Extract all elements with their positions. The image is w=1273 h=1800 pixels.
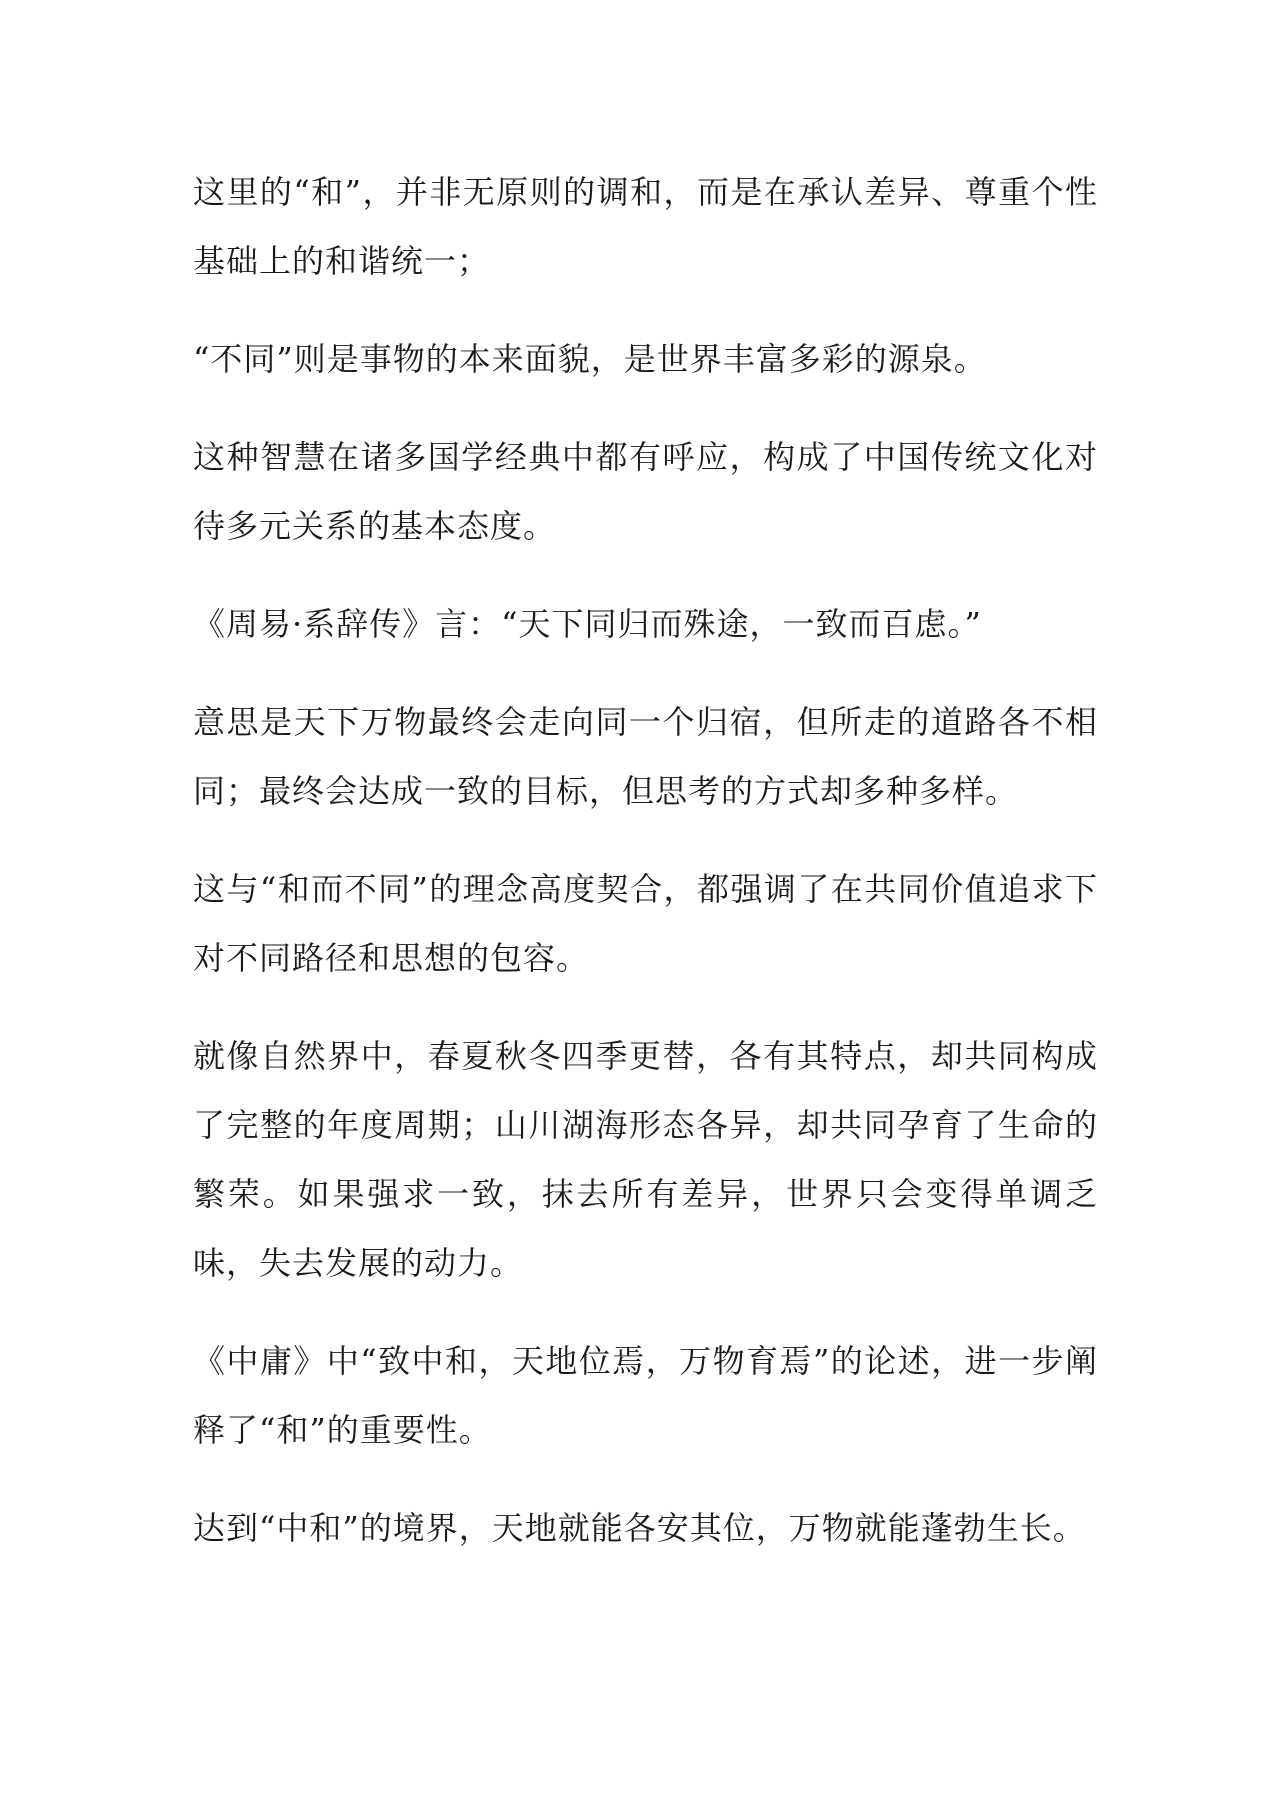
paragraph-zhongyong-quote: 《中庸》中“致中和，天地位焉，万物育焉”的论述，进一步阐释了“和”的重要性。 xyxy=(193,1342,1098,1449)
paragraph-concept-fit: 这与“和而不同”的理念高度契合，都强调了在共同价值追求下对不同路径和思想的包容。 xyxy=(193,870,1098,977)
paragraph-zhouyi-quote: 《周易·系辞传》言：“天下同归而殊途，一致而百虑。” xyxy=(193,605,982,643)
paragraph-nature-analogy: 就像自然界中，春夏秋冬四季更替，各有其特点，却共同构成了完整的年度周期；山川湖海形态各异，却共同孕育了生命的繁荣。如果强求一致，抹去所有差异，世界只会变得单调乏味，失去发展的动力。 xyxy=(193,1037,1098,1282)
paragraph-classics-echo: 这种智慧在诸多国学经典中都有呼应，构成了中国传统文化对待多元关系的基本态度。 xyxy=(193,438,1098,545)
paragraph-harmony-definition: 这里的“和”，并非无原则的调和，而是在承认差异、尊重个性基础上的和谐统一； xyxy=(193,173,1098,280)
document-body xyxy=(193,158,1098,1592)
paragraph-zhonghe-state: 达到“中和”的境界，天地就能各安其位，万物就能蓬勃生长。 xyxy=(193,1509,1086,1547)
paragraph-difference: “不同”则是事物的本来面貌，是世界丰富多彩的源泉。 xyxy=(193,340,987,378)
paragraph-quote-meaning: 意思是天下万物最终会走向同一个归宿，但所走的道路各不相同；最终会达成一致的目标，但思考的方式却多种多样。 xyxy=(193,703,1098,810)
